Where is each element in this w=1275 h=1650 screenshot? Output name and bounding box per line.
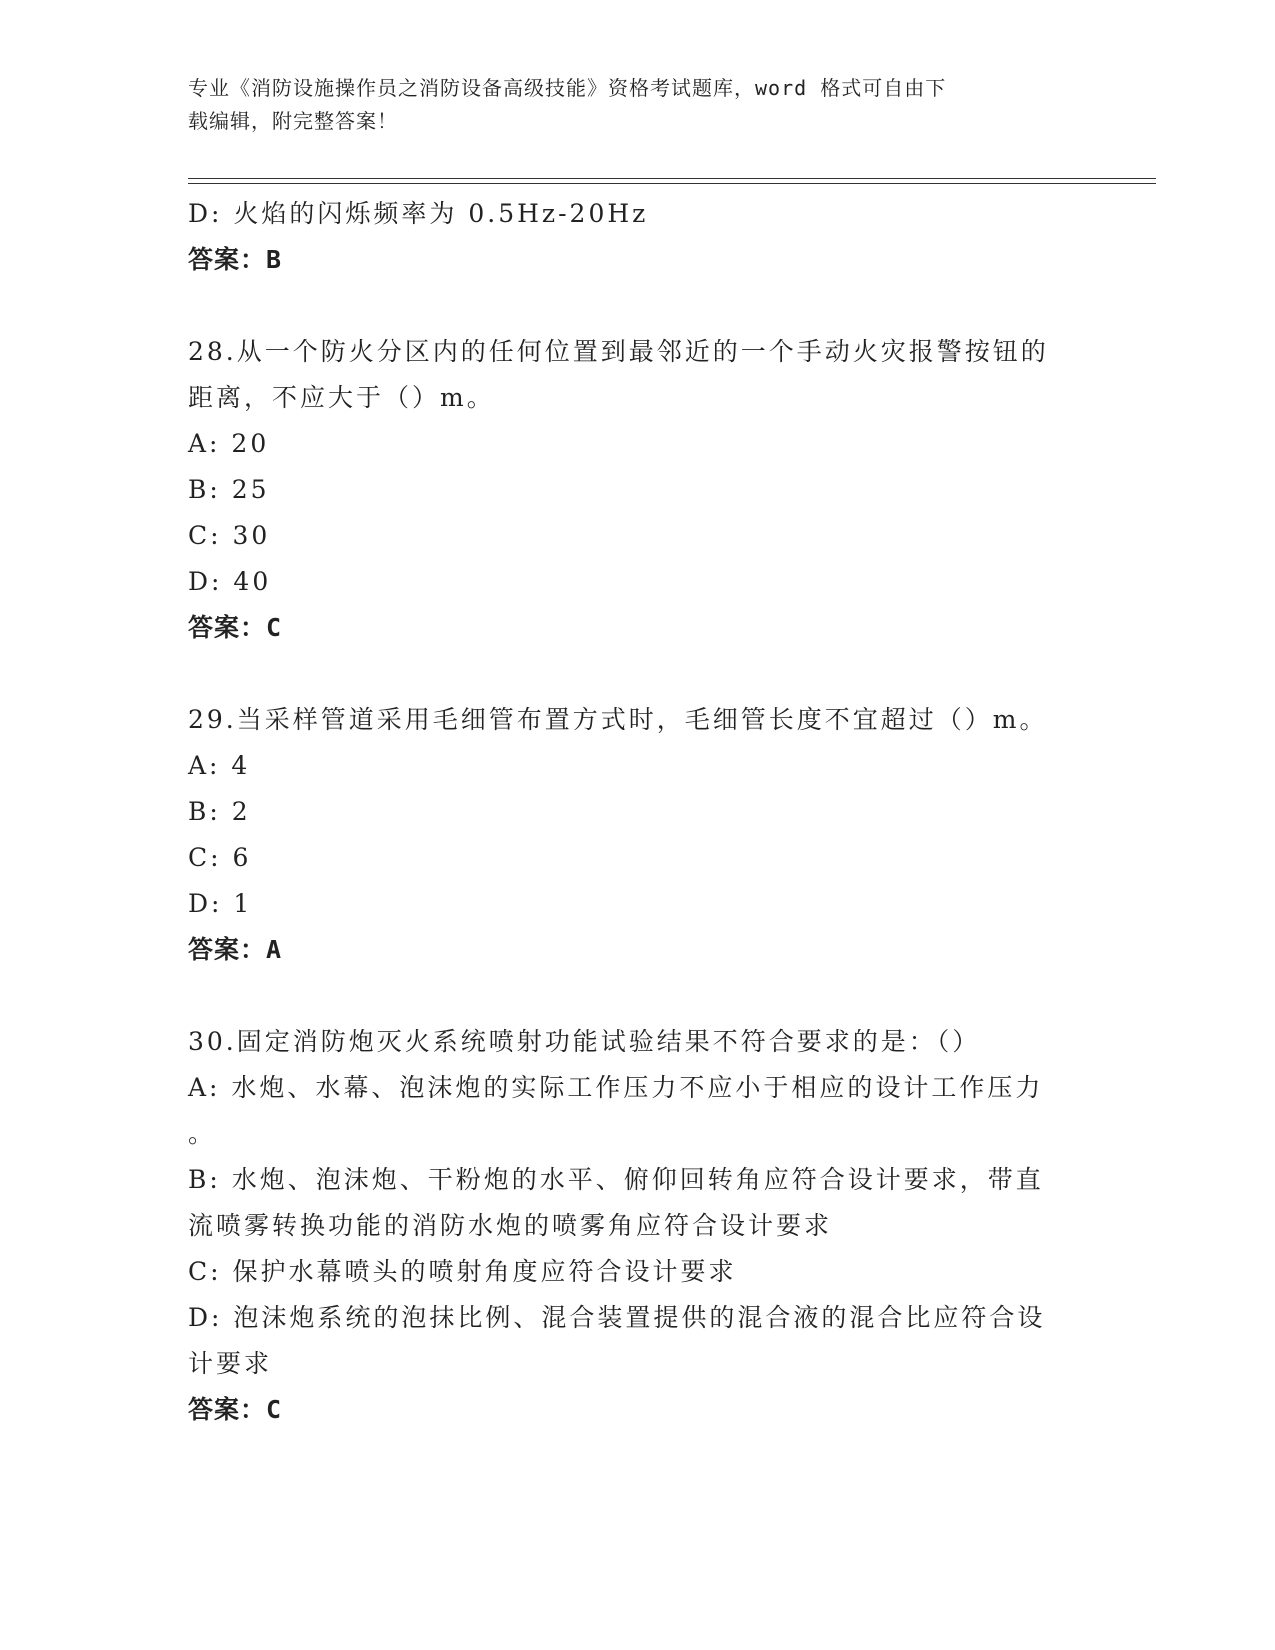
answer-label: 答案：A <box>188 935 283 964</box>
question-27-tail <box>188 191 1078 283</box>
header-line-2: 载编辑，附完整答案！ <box>188 109 398 133</box>
spacer <box>188 283 1078 329</box>
option-b-continued: 流喷雾转换功能的消防水炮的喷雾角应符合设计要求 <box>188 1211 833 1240</box>
spacer <box>188 651 1078 697</box>
header-line-1: 专业《消防设施操作员之消防设备高级技能》资格考试题库，word 格式可自由下 <box>188 76 947 100</box>
question-28 <box>188 329 1078 651</box>
question-stem: 29.当采样管道采用毛细管布置方式时，毛细管长度不宜超过（）m。 <box>188 705 1048 734</box>
question-stem: 30.固定消防炮灭火系统喷射功能试验结果不符合要求的是：（） <box>188 1027 981 1056</box>
option-b: B: 水炮、泡沫炮、干粉炮的水平、俯仰回转角应符合设计要求，带直 <box>188 1165 1044 1194</box>
option-a: A: 4 <box>188 751 251 780</box>
option-a: A: 20 <box>188 429 270 458</box>
question-stem-continued: 距离，不应大于（）m。 <box>188 383 495 412</box>
header-divider-bottom <box>188 183 1156 184</box>
option-c: C: 6 <box>188 843 252 872</box>
answer-label: 答案：C <box>188 613 283 642</box>
option-c: C: 保护水幕喷头的喷射角度应符合设计要求 <box>188 1257 737 1286</box>
option-b: B: 2 <box>188 797 251 826</box>
page-header <box>188 72 1088 138</box>
question-stem: 28.从一个防火分区内的任何位置到最邻近的一个手动火灾报警按钮的 <box>188 337 1049 366</box>
answer-label: 答案：C <box>188 1395 283 1424</box>
option-d: D: 1 <box>188 889 253 918</box>
spacer <box>188 973 1078 1019</box>
question-29 <box>188 697 1078 973</box>
header-divider-top <box>188 178 1156 179</box>
option-b: B: 25 <box>188 475 270 504</box>
question-30 <box>188 1019 1078 1433</box>
option-d-continued: 计要求 <box>188 1349 273 1378</box>
option-d: D: 40 <box>188 567 272 596</box>
option-d: D: 泡沫炮系统的泡抹比例、混合装置提供的混合液的混合比应符合设 <box>188 1303 1046 1332</box>
option-a-continued: 。 <box>188 1119 217 1148</box>
answer-label: 答案：B <box>188 245 283 274</box>
option-c: C: 30 <box>188 521 271 550</box>
option-a: A: 水炮、水幕、泡沫炮的实际工作压力不应小于相应的设计工作压力 <box>188 1073 1044 1102</box>
option-d: D: 火焰的闪烁频率为 0.5Hz-20Hz <box>188 199 649 228</box>
document-body <box>188 191 1078 1433</box>
